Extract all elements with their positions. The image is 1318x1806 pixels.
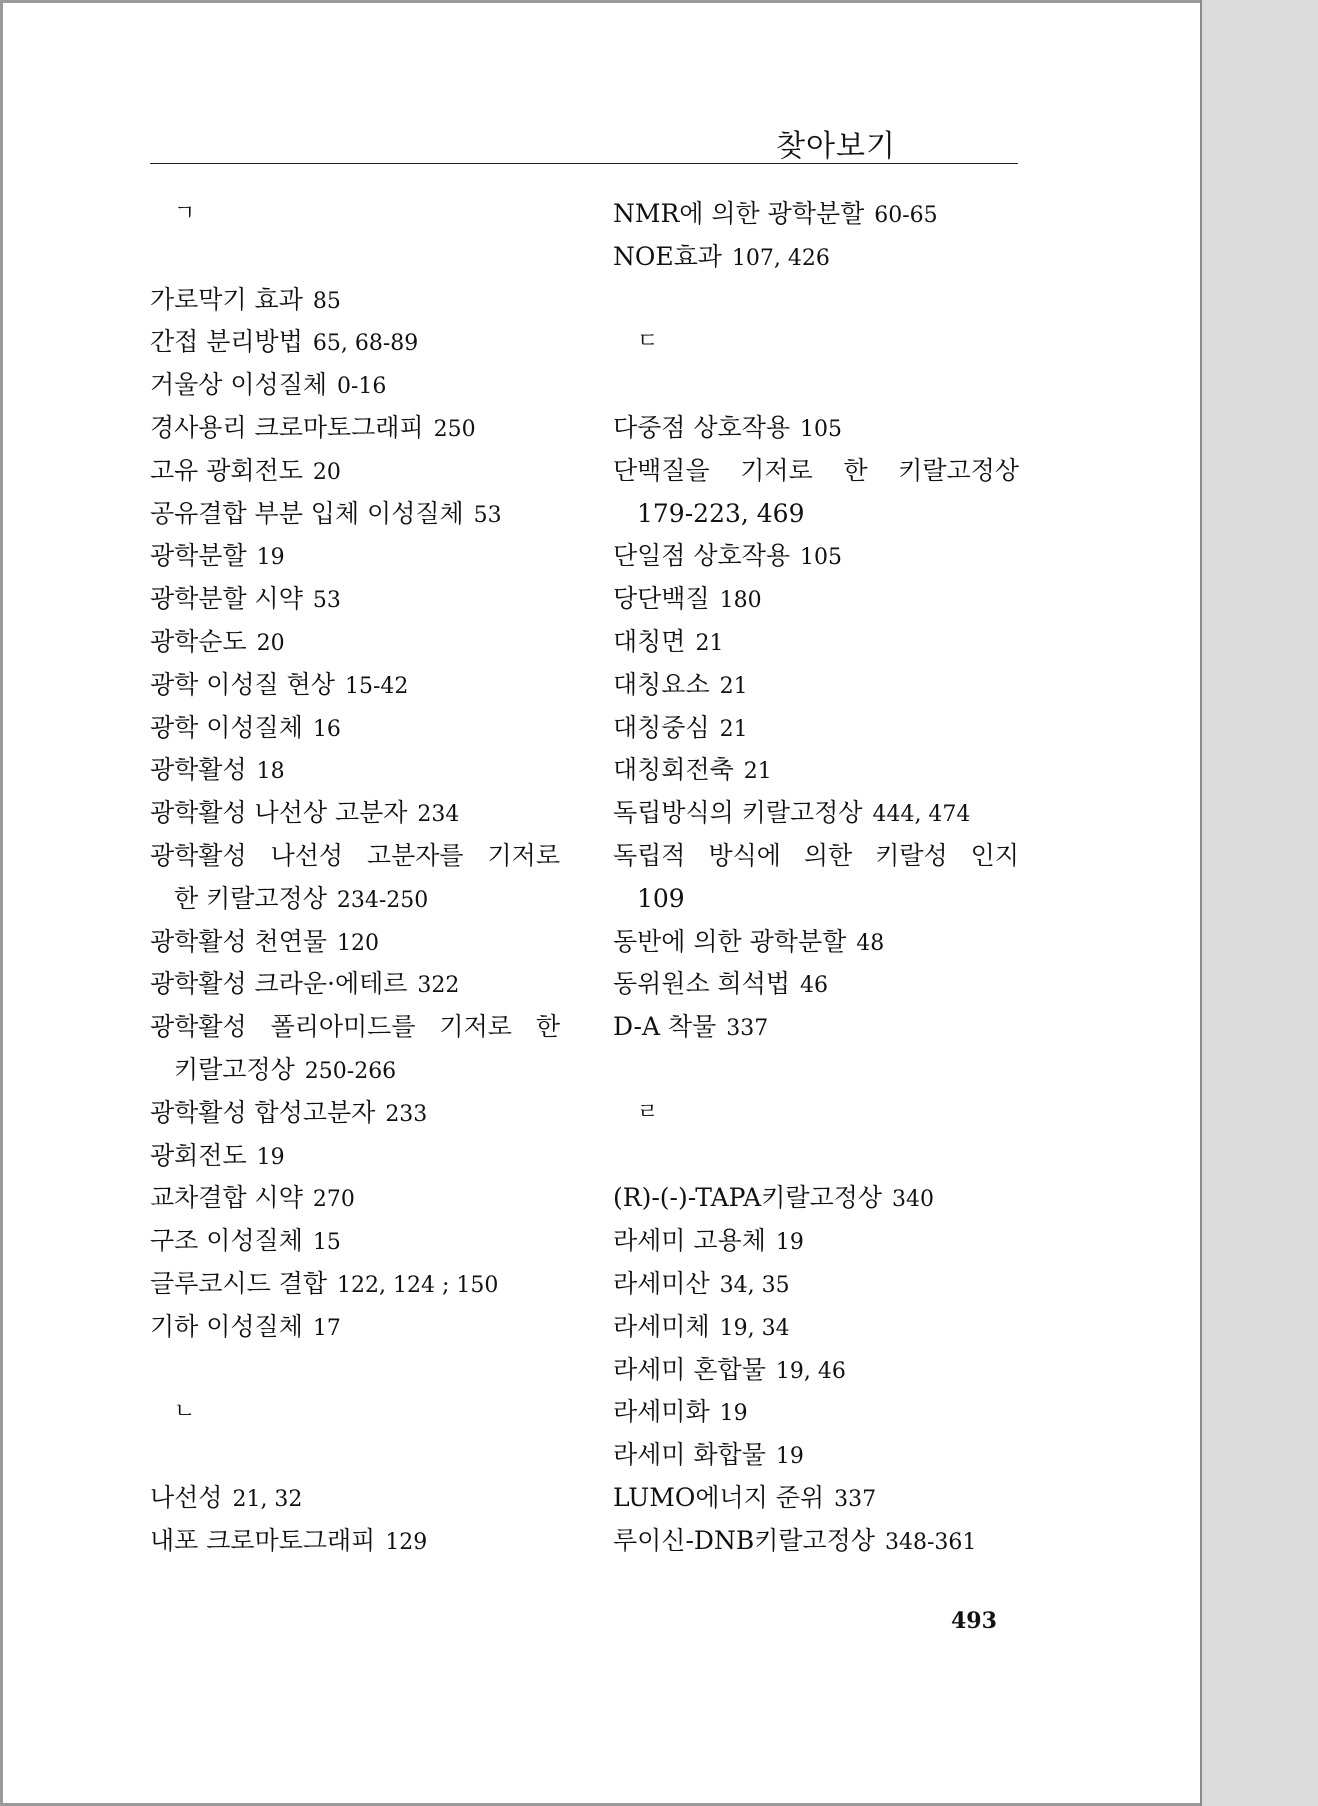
index-entry-pages: 234-250 (336, 887, 429, 913)
index-entry-word: 기저로 (740, 455, 813, 485)
index-entry-pages: 20 (312, 459, 341, 485)
index-entry-pages: 19, 46 (775, 1358, 846, 1384)
index-entry (150, 407, 590, 450)
index-entry-word: 독립적 (613, 840, 686, 870)
index-entry-term: 라세미화 (613, 1397, 710, 1427)
viewer-side-margin (1200, 0, 1318, 1806)
index-entry-pages: 53 (473, 502, 502, 528)
index-entry-word: 광학활성 (150, 1012, 247, 1042)
index-entry-term: LUMO에너지 준위 (613, 1482, 825, 1512)
index-entry-pages: 48 (856, 930, 885, 956)
index-entry-pages: 0-16 (337, 374, 387, 400)
running-header-title: 찾아보기 (776, 129, 896, 164)
index-entry-pages: 105 (800, 545, 842, 571)
index-entry-pages: 21, 32 (232, 1486, 303, 1512)
index-entry-term: 광학활성 합성고분자 (150, 1097, 376, 1127)
index-entry-word: 고분자를 (366, 840, 464, 870)
index-entry-term: 동위원소 희석법 (613, 969, 790, 999)
index-entry-term: 대칭면 (613, 626, 686, 656)
index-entry-term (150, 1006, 560, 1049)
index-entry-term: 광학활성 크라운·에테르 (150, 969, 408, 999)
index-entry-term: 나선성 (150, 1482, 223, 1512)
index-entry-term (150, 835, 560, 878)
index-entry-term: 다중점 상호작용 (613, 412, 790, 442)
index-entry (150, 792, 590, 835)
index-entry-term: 루이신-DNB키랄고정상 (613, 1525, 875, 1555)
spacer (150, 236, 590, 279)
index-entry (613, 792, 1033, 835)
index-entry-term: 구조 이성질체 (150, 1226, 303, 1256)
index-entry-pages: 20 (256, 630, 285, 656)
index-entry-pages: 19 (256, 1144, 285, 1170)
index-entry-word: 기저로 (487, 840, 560, 870)
index-entry-pages: 120 (337, 930, 379, 956)
index-entry-term: 광회전도 (150, 1140, 247, 1170)
index-entry (613, 1520, 1033, 1563)
index-entry (613, 1006, 1033, 1049)
index-entry-pages: 85 (312, 288, 341, 314)
index-entry-term (613, 450, 1019, 493)
index-entry (613, 1477, 1033, 1520)
index-entry (613, 749, 1033, 792)
index-entry (613, 578, 1033, 621)
index-entry-word: 한 (843, 455, 868, 485)
spacer (613, 364, 1033, 407)
index-entry-pages: 250 (433, 416, 476, 442)
index-entry-term: 라세미 고용체 (613, 1226, 766, 1256)
index-entry-pages: 234 (417, 802, 460, 828)
index-entry-word: 기저로 (439, 1012, 512, 1042)
index-entry (613, 1306, 1033, 1349)
spacer (150, 1434, 590, 1477)
index-entry-term: 공유결합 부분 입체 이성질체 (150, 498, 464, 528)
index-entry-term: 광학순도 (150, 626, 247, 656)
index-entry (150, 1006, 590, 1049)
index-entry-term: 글루코시드 결합 (150, 1268, 327, 1298)
index-entry-pages: 19, 34 (719, 1315, 790, 1341)
index-entry (150, 1477, 590, 1520)
index-entry-term: 기하 이성질체 (150, 1311, 303, 1341)
index-entry-continuation (150, 1049, 590, 1092)
index-entry (150, 664, 590, 707)
index-entry (150, 321, 590, 364)
index-entry (613, 407, 1033, 450)
index-entry-pages: 19 (719, 1401, 748, 1427)
index-section-letter: ㄹ (637, 1099, 659, 1125)
index-entry-pages: 34, 35 (719, 1272, 790, 1298)
index-entry-term: 광학활성 천연물 (150, 926, 327, 956)
index-entry-term: 광학 이성질 현상 (150, 669, 335, 699)
index-entry-pages: 105 (800, 416, 842, 442)
index-entry-pages: 60-65 (874, 203, 938, 228)
index-entry (150, 1520, 590, 1563)
index-entry (150, 621, 590, 664)
index-entry-term: 간접 분리방법 (150, 327, 303, 357)
index-entry-pages: 18 (256, 759, 285, 785)
index-entry (150, 749, 590, 792)
index-entry-word: 광학활성 (150, 840, 247, 870)
index-entry-word: 나선성 (270, 840, 344, 870)
index-entry (150, 707, 590, 750)
index-entry (613, 236, 1033, 279)
page-number: 493 (951, 1608, 997, 1634)
index-entry (150, 1263, 590, 1306)
index-entry-term (613, 835, 1019, 878)
index-entry-term: 가로막기 효과 (150, 284, 303, 314)
index-entry (613, 835, 1033, 878)
index-entry-pages: 270 (312, 1187, 355, 1213)
index-section-letter: ㄴ (174, 1399, 196, 1425)
index-entry-term: NOE효과 (613, 241, 722, 271)
index-entry-term: (R)-(-)-TAPA키랄고정상 (613, 1183, 882, 1213)
index-entry-pages: 322 (417, 973, 460, 999)
index-entry-term: 라세미산 (613, 1268, 710, 1298)
index-entry-continuation (613, 878, 1033, 921)
index-entry (613, 1263, 1033, 1306)
index-entry-pages: 17 (312, 1315, 341, 1341)
index-entry (150, 578, 590, 621)
index-entry (150, 1177, 590, 1220)
index-entry (150, 963, 590, 1006)
index-entry-pages: 19 (256, 545, 285, 571)
index-entry (150, 1092, 590, 1135)
index-entry-continuation (150, 878, 590, 921)
index-entry-pages: 21 (719, 673, 748, 699)
index-entry (613, 1177, 1033, 1220)
index-entry-pages: 21 (743, 759, 772, 785)
index-entry (613, 1220, 1033, 1263)
index-entry-pages: 129 (385, 1529, 428, 1555)
index-entry-word: 의한 (803, 840, 853, 870)
index-entry-pages: 19 (775, 1444, 804, 1470)
index-entry-pages: 348-361 (884, 1529, 977, 1555)
index-entry (150, 921, 590, 964)
index-entry (613, 664, 1033, 707)
index-entry-pages: 337 (834, 1486, 877, 1512)
index-entry-term: 라세미 혼합물 (613, 1354, 766, 1384)
index-entry (613, 1391, 1033, 1434)
index-entry-word: 키랄고정상 (898, 455, 1019, 485)
index-entry-term: 당단백질 (613, 584, 710, 614)
spacer (150, 1349, 590, 1392)
index-entry-term: 라세미 화합물 (613, 1440, 766, 1470)
spacer (613, 279, 1033, 322)
index-entry-term: 대칭요소 (613, 669, 710, 699)
spacer (613, 1135, 1033, 1178)
index-entry-term: 동반에 의한 광학분할 (613, 926, 847, 956)
index-entry (613, 621, 1033, 664)
index-entry-term: 독립방식의 키랄고정상 (613, 798, 863, 828)
index-entry-pages: 444, 474 (872, 802, 971, 828)
index-entry (613, 921, 1033, 964)
index-entry-word: 키랄성 (875, 840, 948, 870)
index-entry (613, 1349, 1033, 1392)
index-entry-term: 키랄고정상 (174, 1054, 295, 1084)
index-entry (613, 193, 1033, 236)
index-entry (613, 963, 1033, 1006)
index-entry-term: 광학활성 (150, 755, 247, 785)
index-entry-term: 대칭중심 (613, 712, 710, 742)
index-entry (613, 1434, 1033, 1477)
index-entry-pages: 337 (726, 1016, 769, 1042)
index-entry-term: 광학분할 (150, 541, 247, 571)
index-entry-pages: 15-42 (344, 673, 409, 699)
index-entry-pages: 180 (719, 588, 762, 614)
index-column-left (150, 193, 590, 1563)
index-entry-pages: 16 (312, 716, 341, 742)
index-entry-word: 인지 (970, 840, 1019, 870)
index-entry-pages: 65, 68-89 (312, 331, 419, 357)
index-entry (613, 450, 1033, 493)
index-entry (613, 707, 1033, 750)
index-entry (613, 535, 1033, 578)
index-entry-pages: 122, 124 ; 150 (337, 1272, 499, 1298)
index-section-letter: ㄷ (637, 329, 659, 355)
index-entry (150, 493, 590, 536)
header-rule (150, 163, 1018, 164)
index-entry-pages: 21 (695, 630, 724, 656)
index-entry-term: NMR에 의한 광학분할 (613, 199, 865, 228)
index-entry-pages: 19 (775, 1230, 804, 1256)
index-entry (150, 1220, 590, 1263)
index-entry-continuation (613, 493, 1033, 536)
index-entry-pages: 233 (385, 1101, 428, 1127)
index-entry (150, 1306, 590, 1349)
index-entry-pages: 53 (312, 588, 341, 614)
index-entry-term: 내포 크로마토그래피 (150, 1525, 376, 1555)
index-entry-pages: 340 (891, 1187, 934, 1213)
index-entry-term: 대칭회전축 (613, 755, 734, 785)
index-entry-term: 광학분할 시약 (150, 584, 303, 614)
index-entry-pages: 15 (312, 1230, 341, 1256)
index-entry-term: 라세미체 (613, 1311, 710, 1341)
index-entry-pages: 21 (719, 716, 748, 742)
index-entry-term: 고유 광회전도 (150, 455, 303, 485)
index-column-right (613, 193, 1033, 1563)
index-entry-term: 교차결합 시약 (150, 1183, 303, 1213)
index-entry-term: 179-223, 469 (637, 498, 805, 528)
index-entry (150, 279, 590, 322)
index-entry-term: 단일점 상호작용 (613, 541, 790, 571)
index-entry (150, 364, 590, 407)
spacer (613, 1049, 1033, 1092)
index-entry (150, 535, 590, 578)
index-entry-term: 109 (637, 883, 685, 913)
index-entry-word: 폴리아미드를 (270, 1012, 416, 1042)
index-entry (150, 1135, 590, 1178)
index-entry-word: 한 (535, 1012, 560, 1042)
index-entry-term: 거울상 이성질체 (150, 370, 327, 400)
index-entry-word: 방식에 (708, 840, 781, 870)
index-entry-term: 광학 이성질체 (150, 712, 303, 742)
index-entry-term: 광학활성 나선상 고분자 (150, 798, 408, 828)
index-section-letter: ㄱ (174, 201, 196, 226)
index-entry-term: D-A 착물 (613, 1012, 717, 1042)
index-entry (150, 835, 590, 878)
index-entry-pages: 46 (800, 973, 828, 999)
index-entry (150, 450, 590, 493)
index-entry-pages: 250-266 (304, 1058, 397, 1084)
index-entry-pages: 107, 426 (731, 245, 830, 271)
index-entry-term: 한 키랄고정상 (174, 883, 327, 913)
index-entry-term: 경사용리 크로마토그래피 (150, 412, 424, 442)
index-entry-word: 단백질을 (613, 455, 710, 485)
